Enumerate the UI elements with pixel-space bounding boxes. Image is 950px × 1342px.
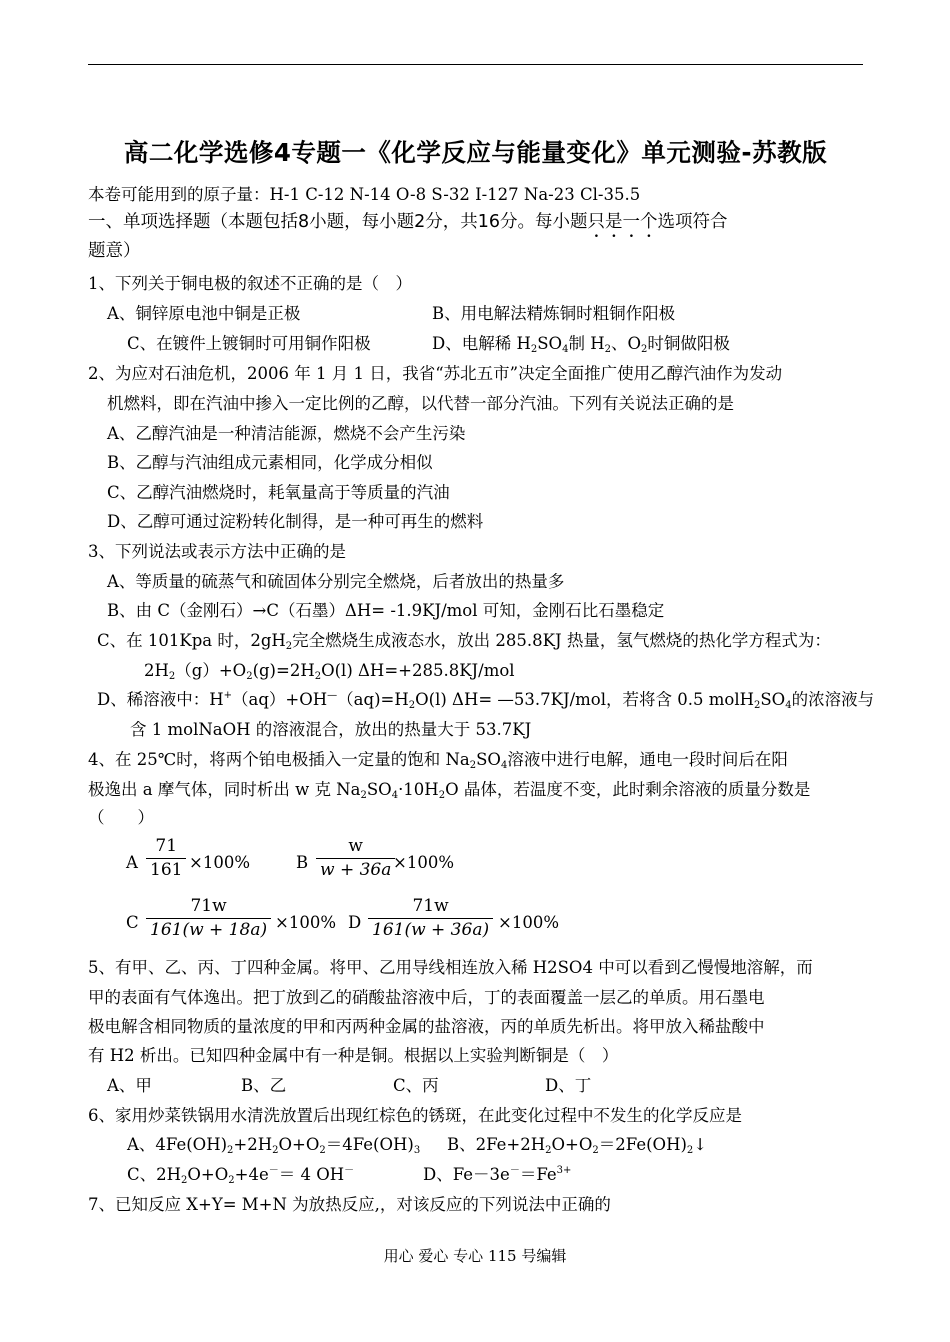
q6-option-b: B、$2Fe+2H_2O+O_2=2Fe(OH)_2↓$	[447, 1135, 708, 1156]
q4-option-c-fraction	[146, 898, 271, 939]
q4-option-b-label: B	[296, 853, 309, 872]
q5-option-d: D、丁	[545, 1076, 592, 1095]
q3-option-c-equation: $2H_2(g)+O_2(g)=2H_2O(l)$ ΔH=+285.8KJ/mol	[144, 661, 515, 682]
q2-option-b: B、乙醇与汽油组成元素相同，化学成分相似	[107, 453, 433, 472]
page-footer: 用心 爱心 专心 115 号编辑	[383, 1247, 567, 1265]
q4-option-d-numerator: 71w	[412, 896, 449, 916]
q4-option-d-denominator: 161(w + 36a)	[368, 918, 493, 939]
q6-option-d: D、$Fe-3e^-=Fe^{3+}$	[423, 1165, 572, 1184]
q4-option-a-denominator: 161	[146, 858, 186, 879]
q2-option-d: D、乙醇可通过淀粉转化制得，是一种可再生的燃料	[107, 512, 484, 531]
q5-option-a: A、甲	[107, 1076, 152, 1095]
q4-option-b-numerator: w	[348, 836, 363, 856]
section-heading-line2: 题意）	[88, 241, 141, 261]
q4-stem-line1: 4、在 25℃时，将两个铂电极插入一定量的饱和 $Na_2SO_4$溶液中进行电解，通电一段时间后在阳	[88, 750, 788, 771]
q4-option-c-percent: ×100%	[275, 913, 336, 932]
header-rule	[88, 64, 863, 65]
q3-stem: 3、下列说法或表示方法中正确的是	[88, 542, 346, 561]
section-heading-text: 一、单项选择题（本题包括8小题，每小题2分，共16分。每小题	[88, 212, 588, 232]
q4-option-c-numerator: 71w	[190, 896, 227, 916]
q5-option-b: B、乙	[241, 1076, 287, 1095]
q4-option-d-percent: ×100%	[498, 913, 559, 932]
atomic-masses-note: 本卷可能用到的原子量：H-1 C-12 N-14 O-8 S-32 I-127 Na-23 Cl-35.5	[88, 185, 641, 204]
q3-option-c: C、在 101Kpa 时，$2gH_2$完全燃烧生成液态水，放出 285.8KJ 热量，氢气燃烧的热化学方程式为：	[97, 631, 831, 652]
q1-option-b: B、用电解法精炼铜时粗铜作阳极	[432, 304, 676, 323]
q4-option-a-label: A	[126, 853, 138, 872]
q1-stem: 1、下列关于铜电极的叙述不正确的是（ ）	[88, 274, 412, 293]
q4-option-c-denominator: 161(w + 18a)	[146, 918, 271, 939]
q5-stem-line3: 极电解含相同物质的量浓度的甲和丙两种金属的盐溶液，丙的单质先析出。将甲放入稀盐酸中	[88, 1017, 765, 1036]
q2-stem-line2: 机燃料，即在汽油中掺入一定比例的乙醇，以代替一部分汽油。下列有关说法正确的是	[107, 394, 734, 413]
q4-option-c-label: C	[126, 913, 139, 932]
q1-option-d: D、电解稀 $H_2SO_4$制 $H_2$、$O_2$时铜做阳极	[432, 334, 730, 355]
q4-option-a-numerator: 71	[155, 836, 178, 856]
q4-option-a-percent: ×100%	[189, 853, 250, 872]
q4-option-d-label: D	[348, 913, 362, 932]
q4-option-d-fraction	[368, 898, 493, 939]
q4-option-b-percent: ×100%	[393, 853, 454, 872]
q2-option-c: C、乙醇汽油燃烧时，耗氧量高于等质量的汽油	[107, 483, 450, 502]
q2-option-a: A、乙醇汽油是一种清洁能源，燃烧不会产生污染	[107, 424, 466, 443]
q4-option-b-denominator: w + 36a	[316, 858, 395, 879]
q2-stem-line1: 2、为应对石油危机，2006 年 1 月 1 日，我省“苏北五市”决定全面推广使用乙醇汽油作为发动	[88, 364, 783, 383]
q3-option-b: B、由 C（金刚石）→C（石墨）ΔH= -1.9KJ/mol 可知，金刚石比石墨稳定	[107, 601, 665, 620]
section-heading	[88, 212, 728, 242]
q4-stem-line2: 极逸出 a 摩气体，同时析出 w 克 $Na_2SO_4\cdot 10H_2O$ 晶体，若温度不变，此时剩余溶液的质量分数是	[88, 780, 811, 801]
q3-option-d: D、稀溶液中：$H^+(aq)+OH^—(aq)=H_2O(l)$ ΔH= —53.7KJ/mol，若将含 0.5 $molH_2SO_4$的浓溶液与	[97, 690, 875, 711]
q5-stem-line4: 有 H2 析出。已知四种金属中有一种是铜。根据以上实验判断铜是（ ）	[88, 1046, 619, 1065]
q7-stem: 7、已知反应 X+Y= M+N 为放热反应,，对该反应的下列说法中正确的	[88, 1195, 611, 1214]
q6-stem: 6、家用炒菜铁锅用水清洗放置后出现红棕色的锈斑，在此变化过程中不发生的化学反应是	[88, 1106, 742, 1125]
q6-option-c: C、$2H_2O+O_2+4e^-= 4$ OH－	[127, 1165, 355, 1186]
q4-answer-paren: （ ）	[88, 808, 154, 827]
section-heading-emphasis: 只是一个	[587, 212, 658, 232]
q1-option-a: A、铜锌原电池中铜是正极	[107, 304, 301, 323]
q5-option-c: C、丙	[393, 1076, 439, 1095]
q6-option-a: A、$4Fe(OH)_2+2H_2O+O_2=4Fe(OH)_3$	[127, 1135, 421, 1156]
q5-stem-line2: 甲的表面有气体逸出。把丁放到乙的硝酸盐溶液中后，丁的表面覆盖一层乙的单质。用石墨电	[88, 988, 765, 1007]
q4-option-a-fraction	[146, 838, 186, 879]
q1-option-c: C、在镀件上镀铜时可用铜作阳极	[127, 334, 371, 353]
q5-stem-line1: 5、有甲、乙、丙、丁四种金属。将甲、乙用导线相连放入稀 H2SO4 中可以看到乙慢慢地溶解，而	[88, 958, 813, 977]
page-title: 高二化学选修4专题一《化学反应与能量变化》单元测验-苏教版	[123, 138, 828, 167]
precipitate-arrow-icon: ↓	[693, 1135, 708, 1154]
q3-option-a: A、等质量的硫蒸气和硫固体分别完全燃烧，后者放出的热量多	[107, 572, 565, 591]
section-heading-tail: 选项符合	[657, 212, 728, 232]
q3-option-d-line2: 含 1 molNaOH 的溶液混合，放出的热量大于 53.7KJ	[130, 720, 532, 739]
q4-option-b-fraction	[316, 838, 395, 879]
